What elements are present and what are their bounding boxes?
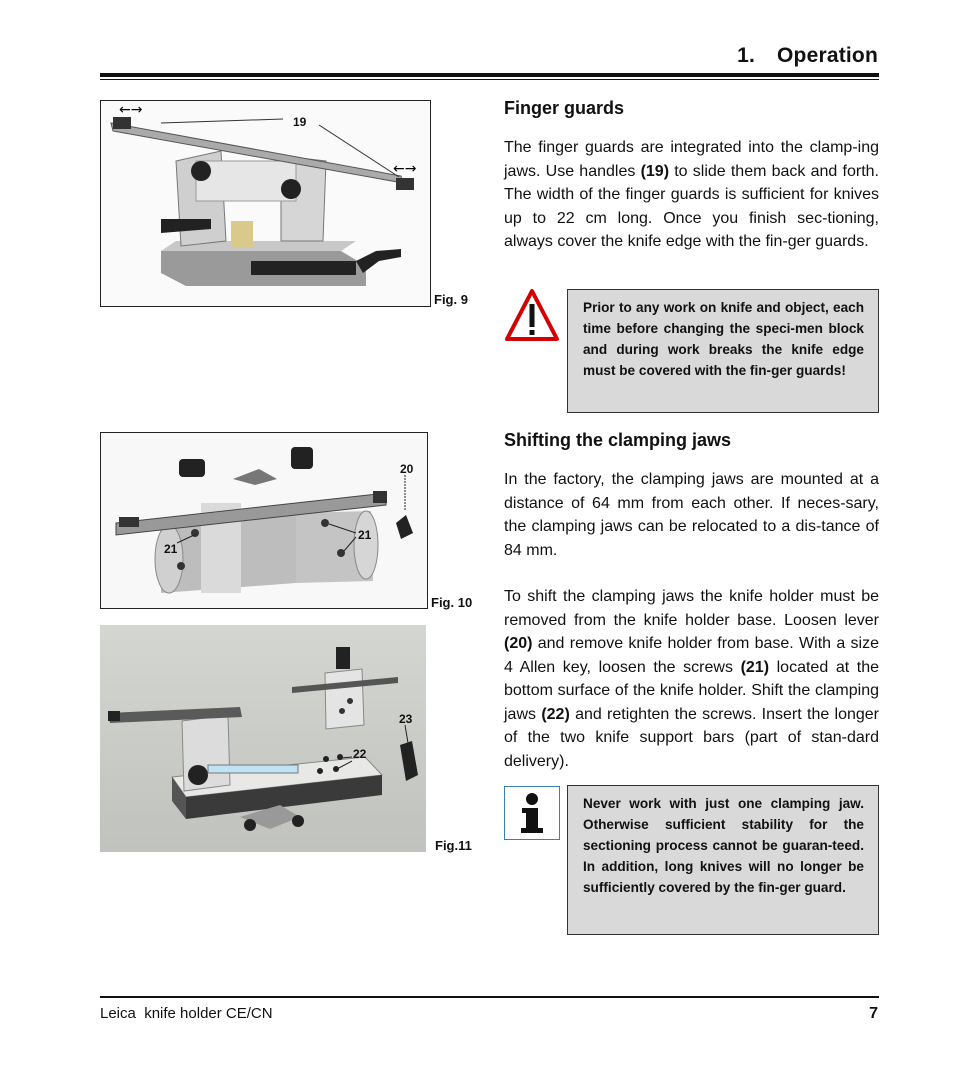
callout-22: 22 xyxy=(353,747,367,761)
info-icon xyxy=(504,786,560,840)
callout-23: 23 xyxy=(399,712,413,726)
shifting-heading: Shifting the clamping jaws xyxy=(504,430,732,450)
finger-guards-heading: Finger guards xyxy=(504,98,625,118)
figure-10-image xyxy=(100,432,428,609)
footer-rule xyxy=(100,996,879,998)
callout-21-right: 21 xyxy=(358,528,372,542)
info-note: Never work with just one clamping jaw. Otherwise sufficient stability for the sectioning process cannot be guaran-teed. In addition, long knives will no longer be sufficiently covered by the fin-ger guard. xyxy=(567,785,879,935)
figure-9-label: Fig. 9 xyxy=(434,292,468,307)
section-title xyxy=(737,44,878,68)
section-name: Operation xyxy=(777,44,878,67)
warning-note: Prior to any work on knife and object, each time before changing the speci-men block and during work breaks the knife edge must be covered with the fin-ger guards! xyxy=(567,289,879,413)
header-rule-thick xyxy=(100,73,879,77)
shifting-paragraph-1: In the factory, the clamping jaws are mounted at a distance of 64 mm from each other. If neces-sary, the clamping jaws can be relocated to a dis-tance of 84 mm. xyxy=(504,471,879,559)
figure-9-image xyxy=(100,100,431,307)
svg-text:←→: ←→ xyxy=(393,161,417,177)
warning-icon xyxy=(504,287,560,343)
shifting-paragraph-2: To shift the clamping jaws the knife holder must be removed from the knife holder base. Loosen lever (20) and remove knife holder from base. With a size 4 Allen key, loosen the screws (21) located at the bottom surface of the knife holder. Shift the clamping jaws (22) and retighten the screws. Insert the longer of the two knife support bars (part of stan-dard delivery). xyxy=(504,588,880,770)
callout-20: 20 xyxy=(400,462,414,476)
svg-text:←→: ←→ xyxy=(119,102,143,118)
callout-21-left: 21 xyxy=(164,542,178,556)
figure-11-label: Fig.11 xyxy=(435,838,472,853)
callout-19: 19 xyxy=(293,115,307,129)
header-rule-thin xyxy=(100,79,879,80)
section-number: 1. xyxy=(737,44,756,67)
figure-11-image xyxy=(100,625,426,852)
page-number: 7 xyxy=(869,1005,878,1022)
footer-product-name: Leica knife holder CE/CN xyxy=(100,1005,273,1022)
figure-10-label: Fig. 10 xyxy=(431,595,473,610)
finger-guards-paragraph: The finger guards are integrated into the clamp-ing jaws. Use handles (19) to slide them back and forth. The width of the finger guards is sufficient for knives up to 22 cm long. Once you finish sec-tioning, always cover the knife edge with the fin-ger guards. xyxy=(504,139,879,250)
